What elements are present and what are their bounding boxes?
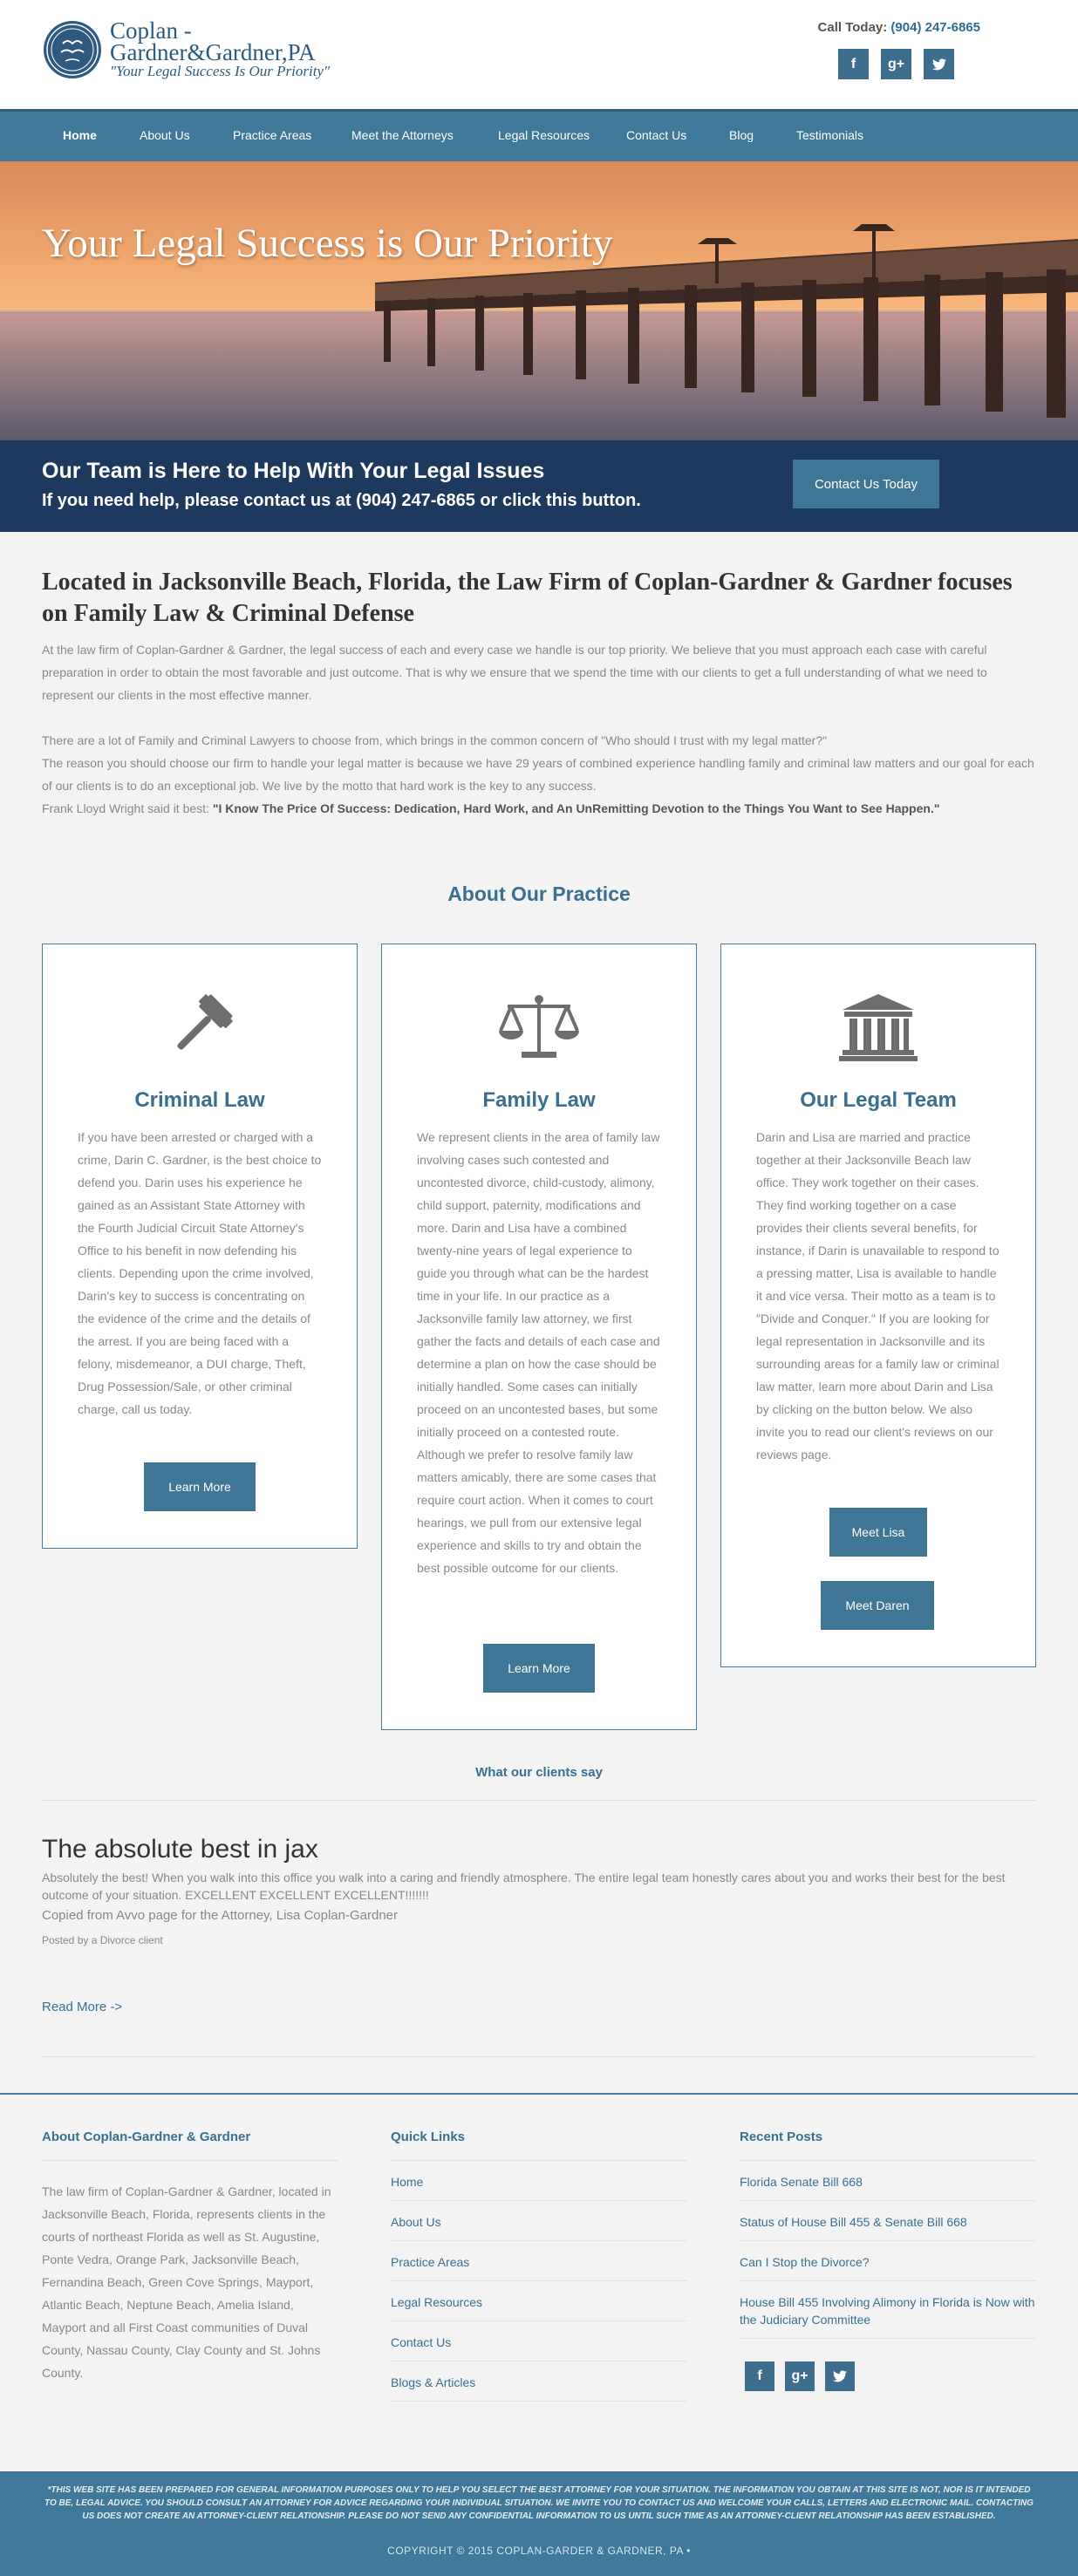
recent-post-link[interactable]: House Bill 455 Involving Alimony in Florida is Now with the Judiciary Committee — [740, 2281, 1036, 2339]
intro-paragraph-3: The reason you should choose our firm to handle your legal matter is because we have 29 years of combined experience handling family and criminal law matters and our goal for each of our clients is to do an exceptional job. We live by the motto that hard work is the key to any success. — [42, 756, 1034, 793]
twitter-icon[interactable] — [924, 49, 954, 79]
family-law-learn-more-button[interactable]: Learn More — [483, 1644, 595, 1693]
logo-tagline: "Your Legal Success Is Our Priority" — [110, 63, 331, 79]
testimonial-body: Absolutely the best! When you walk into this office you walk into a caring and friendly atmosphere. The entire legal team honestly cares about you and works their best for the best outcome of your situation. EXCELLENT EXCELLENT EXCELLENT!!!!!!! — [42, 1871, 1006, 1902]
nav-meet-attorneys[interactable]: Meet the Attorneys — [351, 128, 454, 142]
practice-title: About Our Practice — [447, 883, 631, 905]
card-title-our-legal-team: Our Legal Team — [800, 1088, 957, 1112]
logo-line2: Gardner&Gardner,PA — [110, 39, 316, 65]
wright-quote: "I Know The Price Of Success: Dedication, Hard Work, and An UnRemitting Devotion to the Things You Want to See Happen." — [212, 801, 940, 815]
logo-seal-icon — [42, 19, 103, 80]
google-plus-icon[interactable]: g+ — [785, 2361, 815, 2391]
contact-us-today-button[interactable]: Contact Us Today — [793, 460, 939, 508]
nav-about-us[interactable]: About Us — [140, 128, 190, 142]
card-our-legal-team — [720, 944, 1036, 1667]
intro-title: Located in Jacksonville Beach, Florida, the Law Firm of Coplan-Gardner & Gardner focuses on Family Law & Criminal Defense — [42, 569, 1013, 627]
recent-post-link[interactable]: Can I Stop the Divorce? — [740, 2241, 1036, 2281]
card-text-our-legal-team: Darin and Lisa are married and practice together at their Jacksonville Beach law office. They work together on their cases. They find working together on a case provides their clients several benefits, for instance, if Darin is unavailable to respond to a pressing matter, Lisa is available to handle it and vice versa. Their motto as a team is to "Divide and Conquer." If you are looking for legal representation in Jacksonville and its surrounding areas for a family law or criminal law matter, learn more about Darin and Lisa by clicking on the button below. We also invite you to read our client's reviews on our reviews page. — [756, 1130, 1000, 1462]
recent-post-link[interactable]: Status of House Bill 455 & Senate Bill 668 — [740, 2201, 1036, 2241]
clients-say-heading: What our clients say — [475, 1765, 603, 1780]
read-more-link[interactable]: Read More -> — [42, 2000, 123, 2014]
facebook-icon[interactable]: f — [838, 49, 869, 79]
hero-banner — [0, 161, 1078, 440]
phone-link[interactable]: (904) 247-6865 — [890, 20, 980, 35]
footer-link-contact-us[interactable]: Contact Us — [391, 2321, 687, 2361]
card-title-family-law: Family Law — [482, 1088, 596, 1112]
twitter-icon[interactable] — [825, 2361, 855, 2391]
footer-recent-posts — [740, 2130, 1036, 2391]
recent-post-link[interactable]: Florida Senate Bill 668 — [740, 2161, 1036, 2201]
site-header — [0, 0, 1078, 109]
nav-practice-areas[interactable]: Practice Areas — [233, 128, 312, 142]
divider — [42, 1800, 1036, 1801]
intro-paragraph-4 — [42, 797, 1036, 820]
testimonial-title: The absolute best in jax — [42, 1835, 318, 1864]
call-label: Call Today: — [817, 20, 888, 35]
google-plus-icon[interactable]: g+ — [881, 49, 911, 79]
footer-link-about-us[interactable]: About Us — [391, 2201, 687, 2241]
footer-link-legal-resources[interactable]: Legal Resources — [391, 2281, 687, 2321]
nav-legal-resources[interactable]: Legal Resources — [498, 128, 590, 142]
footer-bottom-bar — [0, 2471, 1078, 2576]
card-title-criminal-law: Criminal Law — [134, 1088, 265, 1112]
quote-prefix: Frank Lloyd Wright said it best: — [42, 801, 213, 815]
site-footer — [0, 2093, 1078, 2471]
gavel-icon — [165, 992, 235, 1062]
call-today — [818, 20, 980, 35]
nav-blog[interactable]: Blog — [729, 128, 754, 142]
hero-title: Your Legal Success is Our Priority — [42, 221, 613, 266]
cta-band — [0, 440, 1078, 532]
card-text-criminal-law: If you have been arrested or charged with a crime, Darin C. Gardner, is the best choice to defend you. Darin uses his experience he gained as an Assistant State Attorney with the Fourth Judicial Circuit State Attorney's Office to his benefit in now defending his clients. Depending upon the crime involved, Darin's key to success is concentrating on the evidence of the crime and the details of the arrest. If you are being faced with a felony, misdemeanor, a DUI charge, Theft, Drug Possession/Sale, or other criminal charge, call us today. — [78, 1130, 322, 1416]
footer-about-title: About Coplan-Gardner & Gardner — [42, 2130, 338, 2161]
nav-contact-us[interactable]: Contact Us — [626, 128, 687, 142]
card-text-family-law: We represent clients in the area of family law involving cases such contested and uncontested divorce, child-custody, alimony, child support, paternity, modifications and more. Darin and Lisa have a combined twenty-nine years of legal experience to guide you through what can be the hardest time in your life. In our practice as a Jacksonville family law attorney, we first gather the facts and details of each case and determine a plan on how the case should be initially handled. Some cases can initially proceed on an uncontested bases, but some initially proceed on a contested route. Although we prefer to resolve family law matters amicably, there are some cases that require court action. When it comes to court hearings, we pull from our extensive legal experience and skills to try and obtain the best possible outcome for our clients. — [417, 1130, 660, 1575]
testimonial-posted-by: Posted by a Divorce client — [42, 1934, 163, 1946]
courthouse-icon — [839, 992, 918, 1062]
copyright: COPYRIGHT © 2015 COPLAN-GARDER & GARDNER, PA • — [387, 2545, 691, 2557]
footer-link-practice-areas[interactable]: Practice Areas — [391, 2241, 687, 2281]
nav-testimonials[interactable]: Testimonials — [796, 128, 864, 142]
footer-about-text: The law firm of Coplan-Gardner & Gardner, located in Jacksonville Beach, Florida, represents clients in the courts of northeast Florida as well as St. Augustine, Ponte Vedra, Orange Park, Jacksonville Beach, Fernandina Beach, Green Cove Springs, Mayport, Atlantic Beach, Neptune Beach, Amelia Island, Mayport and all First Coast communities of Duval County, Nassau County, Clay County and St. Johns County. — [42, 2184, 331, 2380]
meet-daren-button[interactable]: Meet Daren — [821, 1581, 934, 1630]
footer-social — [745, 2361, 1036, 2391]
header-social — [838, 49, 954, 79]
footer-quick-links — [391, 2130, 687, 2402]
testimonial-source: Copied from Avvo page for the Attorney, Lisa Coplan-Gardner — [42, 1908, 399, 1923]
footer-quick-links-title: Quick Links — [391, 2130, 687, 2161]
nav-home[interactable]: Home — [63, 128, 97, 142]
site-logo[interactable] — [42, 19, 330, 80]
footer-link-blogs-articles[interactable]: Blogs & Articles — [391, 2361, 687, 2402]
cta-heading: Our Team is Here to Help With Your Legal Issues — [42, 459, 545, 483]
criminal-law-learn-more-button[interactable]: Learn More — [144, 1462, 256, 1511]
intro-paragraph-1: At the law firm of Coplan-Gardner & Gardner, the legal success of each and every case we handle is our top priority. We believe that you must approach each case with careful preparation in order to obtain the most favorable and just outcome. That is why we ensure that we spend the time with our clients to get a full understanding of what we need to represent our clients in the most effective manner. — [42, 643, 987, 702]
footer-recent-posts-title: Recent Posts — [740, 2130, 1036, 2161]
cta-subheading: If you need help, please contact us at (904) 247-6865 or click this button. — [42, 491, 641, 510]
footer-about — [42, 2130, 338, 2384]
pier-illustration — [0, 161, 1078, 440]
scales-icon — [495, 992, 583, 1062]
legal-disclaimer: *THIS WEB SITE HAS BEEN PREPARED FOR GENERAL INFORMATION PURPOSES ONLY TO HELP YOU SELECT THE BEST ATTORNEY FOR YOUR SITUATION. THE INFORMATION YOU OBTAIN AT THIS SITE IS NOT, NOR IS IT INTENDED TO BE, LEGAL ADVICE. YOU SHOULD CONSULT AN ATTORNEY FOR ADVICE REGARDING YOUR INDIVIDUAL SITUATION. WE INVITE YOU TO CONTACT US AND WELCOME YOUR CALLS, LETTERS AND ELECTRONIC MAIL. CONTACTING US DOES NOT CREATE AN ATTORNEY-CLIENT RELATIONSHIP. PLEASE DO NOT SEND ANY CONFIDENTIAL INFORMATION TO US UNTIL SUCH TIME AS AN ATTORNEY-CLIENT RELATIONSHIP HAS BEEN ESTABLISHED. — [44, 2485, 1034, 2521]
logo-line1: Coplan - — [110, 17, 192, 44]
card-family-law — [381, 944, 697, 1730]
facebook-icon[interactable]: f — [745, 2361, 774, 2391]
meet-lisa-button[interactable]: Meet Lisa — [829, 1508, 927, 1557]
divider — [42, 2056, 1036, 2057]
footer-link-home[interactable]: Home — [391, 2161, 687, 2201]
intro-paragraph-2: There are a lot of Family and Criminal Lawyers to choose from, which brings in the common concern of "Who should I trust with my legal matter?" — [42, 733, 828, 747]
card-criminal-law — [42, 944, 358, 1549]
main-nav — [0, 109, 1078, 161]
